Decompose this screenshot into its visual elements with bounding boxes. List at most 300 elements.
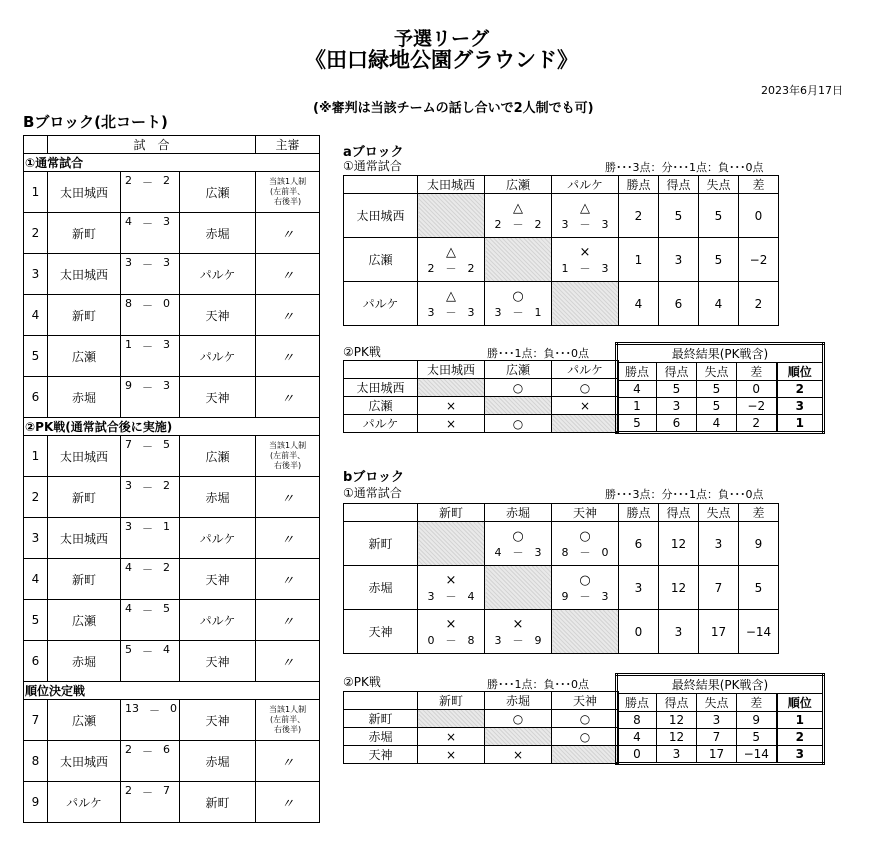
stat-header: 失点 (699, 176, 739, 194)
stat-value: 5 (659, 194, 699, 238)
blockB-regular-table (343, 503, 779, 654)
home-score: 2 (125, 174, 132, 187)
home-team: 赤堀 (48, 641, 121, 682)
ditto-mark: 〃 (281, 755, 295, 771)
final-header-row (617, 694, 824, 712)
match-score (121, 641, 179, 681)
pk-result: ○ (552, 379, 619, 397)
match-score-cell (121, 477, 180, 518)
team-row (344, 610, 779, 654)
referee-cell (256, 436, 320, 477)
block-title: Bブロック(北コート) (23, 113, 168, 131)
self-cell (418, 522, 485, 566)
score-dash: － (142, 604, 153, 617)
stat-header: 失点 (699, 504, 739, 522)
stat-header: 差 (737, 694, 777, 712)
score-dash: － (142, 745, 153, 758)
section-label: ①通常試合 (24, 154, 320, 172)
match-score-cell (121, 600, 180, 641)
stat-header: 勝点 (617, 363, 657, 381)
stat-header: 失点 (697, 694, 737, 712)
rank-header: 順位 (777, 363, 824, 381)
ditto-mark: 〃 (281, 391, 295, 407)
stat-value: 5 (617, 415, 657, 433)
ditto-mark: 〃 (281, 268, 295, 284)
stat-header: 勝点 (619, 176, 659, 194)
stat-value: 2 (739, 282, 779, 326)
match-score (121, 700, 179, 740)
match-score-cell (121, 782, 180, 823)
result-cell (485, 522, 552, 566)
home-team: 新町 (48, 477, 121, 518)
result-score: 4 － 3 (494, 546, 542, 559)
stat-value: 7 (699, 566, 739, 610)
opponent-header: 広瀬 (485, 176, 552, 194)
final-row (617, 415, 824, 433)
match-row (24, 295, 320, 336)
match-row (24, 477, 320, 518)
home-score: 2 (125, 743, 132, 756)
team-name: 新町 (344, 710, 418, 728)
stat-value: 5 (697, 381, 737, 398)
match-score (121, 172, 179, 212)
ditto-mark: 〃 (281, 491, 295, 507)
pk-result: × (418, 728, 485, 746)
result-mark: ○ (579, 529, 591, 544)
away-team: 赤堀 (180, 741, 256, 782)
away-score: 3 (163, 338, 170, 351)
result-mark: △ (580, 201, 590, 216)
home-score: 5 (125, 643, 132, 656)
away-team: 天神 (180, 641, 256, 682)
match-score-cell (121, 641, 180, 682)
home-team: 赤堀 (48, 377, 121, 418)
away-score: 7 (163, 784, 170, 797)
blockA-final-table (615, 342, 825, 434)
opponent-header: パルケ (552, 361, 619, 379)
match-number: 3 (24, 518, 48, 559)
schedule-header-row (24, 136, 320, 154)
score-dash: － (142, 645, 153, 658)
score-dash: － (142, 340, 153, 353)
match-score (121, 559, 179, 599)
stat-value: 3 (659, 610, 699, 654)
stat-value: 3 (699, 522, 739, 566)
self-cell (418, 194, 485, 238)
team-name: 赤堀 (344, 728, 418, 746)
match-row (24, 377, 320, 418)
team-row (344, 522, 779, 566)
home-team: 太田城西 (48, 254, 121, 295)
match-score (121, 518, 179, 558)
pk-team-row (344, 415, 619, 433)
self-cell (485, 397, 552, 415)
referee-cell (256, 700, 320, 741)
rank-value: 1 (777, 415, 824, 433)
stat-value: 9 (739, 522, 779, 566)
pk-result: ○ (485, 379, 552, 397)
block-b-regular-rule: 勝･･･3点：分･･･1点：負･･･0点 (605, 488, 764, 501)
result-mark: ○ (512, 289, 524, 304)
stat-value: 17 (699, 610, 739, 654)
match-score-cell (121, 741, 180, 782)
result-cell (418, 282, 485, 326)
pk-header-row (344, 692, 619, 710)
home-team: 太田城西 (48, 172, 121, 213)
stat-value: 12 (659, 566, 699, 610)
ditto-mark: 〃 (281, 573, 295, 589)
stat-value: 4 (697, 415, 737, 433)
regular-header-row (344, 504, 779, 522)
away-score: 3 (163, 256, 170, 269)
stat-value: 5 (697, 398, 737, 415)
team-row (344, 282, 779, 326)
stat-value: −14 (737, 746, 777, 764)
home-score: 13 (125, 702, 139, 715)
stat-value: 8 (617, 712, 657, 729)
stat-value: 12 (657, 712, 697, 729)
home-score: 3 (125, 520, 132, 533)
stat-value: 0 (619, 610, 659, 654)
result-score: 3 － 9 (494, 634, 542, 647)
page-title: 予選リーグ (393, 28, 489, 50)
away-score: 2 (163, 479, 170, 492)
stat-value: 4 (699, 282, 739, 326)
home-score: 8 (125, 297, 132, 310)
match-score (121, 436, 179, 476)
home-score: 3 (125, 479, 132, 492)
away-team: パルケ (180, 254, 256, 295)
home-score: 4 (125, 215, 132, 228)
stat-header: 得点 (659, 504, 699, 522)
home-score: 7 (125, 438, 132, 451)
result-score: 2 － 2 (494, 218, 542, 231)
ditto-mark: 〃 (281, 309, 295, 325)
corner-cell (344, 361, 418, 379)
result-score: 3 － 4 (427, 590, 475, 603)
home-team: パルケ (48, 782, 121, 823)
match-number: 1 (24, 172, 48, 213)
stat-header: 得点 (659, 176, 699, 194)
section-label: 順位決定戦 (24, 682, 320, 700)
result-mark: △ (446, 245, 456, 260)
home-team: 太田城西 (48, 436, 121, 477)
match-score-cell (121, 518, 180, 559)
referee-cell (256, 213, 320, 254)
opponent-header: 赤堀 (485, 692, 552, 710)
stat-header: 勝点 (617, 694, 657, 712)
stat-value: 5 (737, 729, 777, 746)
stat-value: 4 (619, 282, 659, 326)
ditto-mark: 〃 (281, 614, 295, 630)
header-blank (24, 136, 48, 154)
match-number: 6 (24, 377, 48, 418)
team-name: パルケ (344, 282, 418, 326)
home-score: 4 (125, 561, 132, 574)
stat-value: 5 (657, 381, 697, 398)
stat-value: −2 (737, 398, 777, 415)
corner-cell (344, 692, 418, 710)
match-score (121, 477, 179, 517)
home-team: 広瀬 (48, 600, 121, 641)
match-row (24, 518, 320, 559)
team-name: 新町 (344, 522, 418, 566)
pk-result: ○ (485, 415, 552, 433)
away-team: 天神 (180, 559, 256, 600)
block-b-regular-label: ①通常試合 (343, 486, 402, 500)
home-team: 太田城西 (48, 741, 121, 782)
match-number: 8 (24, 741, 48, 782)
stat-value: 9 (737, 712, 777, 729)
match-score (121, 377, 179, 417)
rank-value: 3 (777, 746, 824, 764)
match-number: 2 (24, 477, 48, 518)
away-score: 6 (163, 743, 170, 756)
referee-cell (256, 559, 320, 600)
venue-title: 《田口緑地公園グラウンド》 (305, 48, 578, 72)
away-team: パルケ (180, 600, 256, 641)
result-mark: △ (513, 201, 523, 216)
block-a-regular-label: ①通常試合 (343, 159, 402, 173)
stat-value: 12 (657, 729, 697, 746)
rank-value: 2 (777, 729, 824, 746)
block-a-pk-rule: 勝･･･1点：負･･･0点 (487, 347, 589, 360)
stat-value: 0 (737, 381, 777, 398)
away-score: 2 (163, 174, 170, 187)
away-score: 5 (163, 602, 170, 615)
match-score (121, 600, 179, 640)
match-row (24, 641, 320, 682)
home-team: 太田城西 (48, 518, 121, 559)
referee-cell (256, 477, 320, 518)
referee-cell (256, 254, 320, 295)
referee-cell (256, 782, 320, 823)
match-score-cell (121, 559, 180, 600)
referee-cell (256, 377, 320, 418)
blockA-pk-table (343, 360, 619, 433)
opponent-header: 天神 (552, 504, 619, 522)
match-row (24, 741, 320, 782)
corner-cell (344, 176, 418, 194)
final-title-row (617, 675, 824, 694)
stat-value: 6 (657, 415, 697, 433)
stat-value: 1 (617, 398, 657, 415)
match-number: 2 (24, 213, 48, 254)
away-team: 赤堀 (180, 213, 256, 254)
home-score: 9 (125, 379, 132, 392)
opponent-header: 新町 (418, 692, 485, 710)
self-cell (552, 282, 619, 326)
home-team: 広瀬 (48, 336, 121, 377)
pk-team-row (344, 746, 619, 764)
match-score (121, 782, 179, 822)
score-dash: － (142, 440, 153, 453)
away-score: 2 (163, 561, 170, 574)
final-row (617, 746, 824, 764)
match-score-cell (121, 172, 180, 213)
referee-note: (※審判は当該チームの話し合いで2人制でも可) (313, 101, 594, 116)
score-dash: － (142, 563, 153, 576)
header-referee: 主審 (256, 136, 320, 154)
away-score: 3 (163, 215, 170, 228)
match-score-cell (121, 377, 180, 418)
ditto-mark: 〃 (281, 350, 295, 366)
away-team: パルケ (180, 336, 256, 377)
match-number: 1 (24, 436, 48, 477)
stat-value: 3 (657, 398, 697, 415)
match-score-cell (121, 213, 180, 254)
final-title: 最終結果(PK戦含) (617, 675, 824, 694)
block-a-pk-label: ②PK戦 (343, 345, 381, 359)
stat-value: 2 (737, 415, 777, 433)
pk-header-row (344, 361, 619, 379)
final-row (617, 712, 824, 729)
match-number: 9 (24, 782, 48, 823)
referee-rule: 当該1人制 (左前半、 右後半) (268, 177, 307, 206)
stat-header: 差 (739, 176, 779, 194)
result-score: 3 － 3 (561, 218, 609, 231)
pk-result: × (418, 746, 485, 764)
opponent-header: 赤堀 (485, 504, 552, 522)
block-b-title: bブロック (343, 470, 405, 485)
match-score-cell (121, 700, 180, 741)
result-score: 3 － 3 (427, 306, 475, 319)
match-score (121, 254, 179, 294)
referee-cell (256, 518, 320, 559)
match-row (24, 254, 320, 295)
blockA-regular-table (343, 175, 779, 326)
rank-value: 2 (777, 381, 824, 398)
match-schedule-table (23, 135, 320, 823)
away-team: 広瀬 (180, 436, 256, 477)
match-score (121, 213, 179, 253)
result-mark: × (445, 573, 457, 588)
self-cell (418, 710, 485, 728)
stat-value: 6 (659, 282, 699, 326)
match-row (24, 600, 320, 641)
stat-header: 得点 (657, 694, 697, 712)
match-score (121, 336, 179, 376)
match-score-cell (121, 295, 180, 336)
home-team: 広瀬 (48, 700, 121, 741)
match-number: 5 (24, 600, 48, 641)
match-number: 7 (24, 700, 48, 741)
result-score: 1 － 3 (561, 262, 609, 275)
team-row (344, 194, 779, 238)
stat-value: 5 (699, 238, 739, 282)
pk-team-row (344, 379, 619, 397)
stat-value: 1 (619, 238, 659, 282)
corner-cell (344, 504, 418, 522)
schedule-section-row (24, 418, 320, 436)
stat-header: 失点 (697, 363, 737, 381)
self-cell (552, 610, 619, 654)
home-score: 4 (125, 602, 132, 615)
stat-value: −14 (739, 610, 779, 654)
self-cell (418, 379, 485, 397)
match-score-cell (121, 436, 180, 477)
pk-result: × (418, 415, 485, 433)
pk-result: × (485, 746, 552, 764)
ditto-mark: 〃 (281, 532, 295, 548)
self-cell (552, 415, 619, 433)
result-cell (552, 238, 619, 282)
score-dash: － (142, 217, 153, 230)
block-a-regular-rule: 勝･･･3点：分･･･1点：負･･･0点 (605, 161, 764, 174)
opponent-header: 太田城西 (418, 176, 485, 194)
stat-value: 3 (619, 566, 659, 610)
result-score: 0 － 8 (427, 634, 475, 647)
stat-header: 勝点 (619, 504, 659, 522)
opponent-header: 天神 (552, 692, 619, 710)
away-team: パルケ (180, 518, 256, 559)
score-dash: － (142, 786, 153, 799)
stat-header: 差 (739, 504, 779, 522)
stat-value: 17 (697, 746, 737, 764)
final-row (617, 729, 824, 746)
result-mark: × (579, 245, 591, 260)
rank-value: 1 (777, 712, 824, 729)
stat-value: 0 (739, 194, 779, 238)
result-mark: △ (446, 289, 456, 304)
schedule-section-row (24, 154, 320, 172)
result-score: 2 － 2 (427, 262, 475, 275)
regular-header-row (344, 176, 779, 194)
match-score (121, 741, 179, 781)
stat-value: 6 (619, 522, 659, 566)
stat-value: 4 (617, 729, 657, 746)
score-dash: － (142, 381, 153, 394)
score-dash: － (142, 258, 153, 271)
team-name: 太田城西 (344, 379, 418, 397)
team-name: 太田城西 (344, 194, 418, 238)
score-dash: － (142, 481, 153, 494)
final-row (617, 381, 824, 398)
referee-cell (256, 741, 320, 782)
away-score: 3 (163, 379, 170, 392)
result-cell (485, 610, 552, 654)
team-name: 赤堀 (344, 566, 418, 610)
stat-value: 12 (659, 522, 699, 566)
match-row (24, 336, 320, 377)
referee-cell (256, 172, 320, 213)
score-dash: － (142, 176, 153, 189)
result-score: 9 － 3 (561, 590, 609, 603)
final-title-row (617, 344, 824, 363)
away-score: 0 (170, 702, 177, 715)
section-label: ②PK戦(通常試合後に実施) (24, 418, 320, 436)
score-dash: － (142, 299, 153, 312)
stat-value: 3 (659, 238, 699, 282)
pk-team-row (344, 710, 619, 728)
match-number: 4 (24, 559, 48, 600)
team-name: 広瀬 (344, 397, 418, 415)
match-score (121, 295, 179, 335)
match-row (24, 700, 320, 741)
result-mark: ○ (579, 573, 591, 588)
header-match: 試 合 (48, 136, 256, 154)
away-team: 天神 (180, 700, 256, 741)
score-dash: － (142, 522, 153, 535)
stat-value: 5 (699, 194, 739, 238)
referee-cell (256, 641, 320, 682)
date: 2023年6月17日 (761, 84, 843, 97)
away-score: 1 (163, 520, 170, 533)
final-row (617, 398, 824, 415)
result-mark: ○ (512, 529, 524, 544)
block-b-pk-rule: 勝･･･1点：負･･･0点 (487, 678, 589, 691)
opponent-header: 新町 (418, 504, 485, 522)
